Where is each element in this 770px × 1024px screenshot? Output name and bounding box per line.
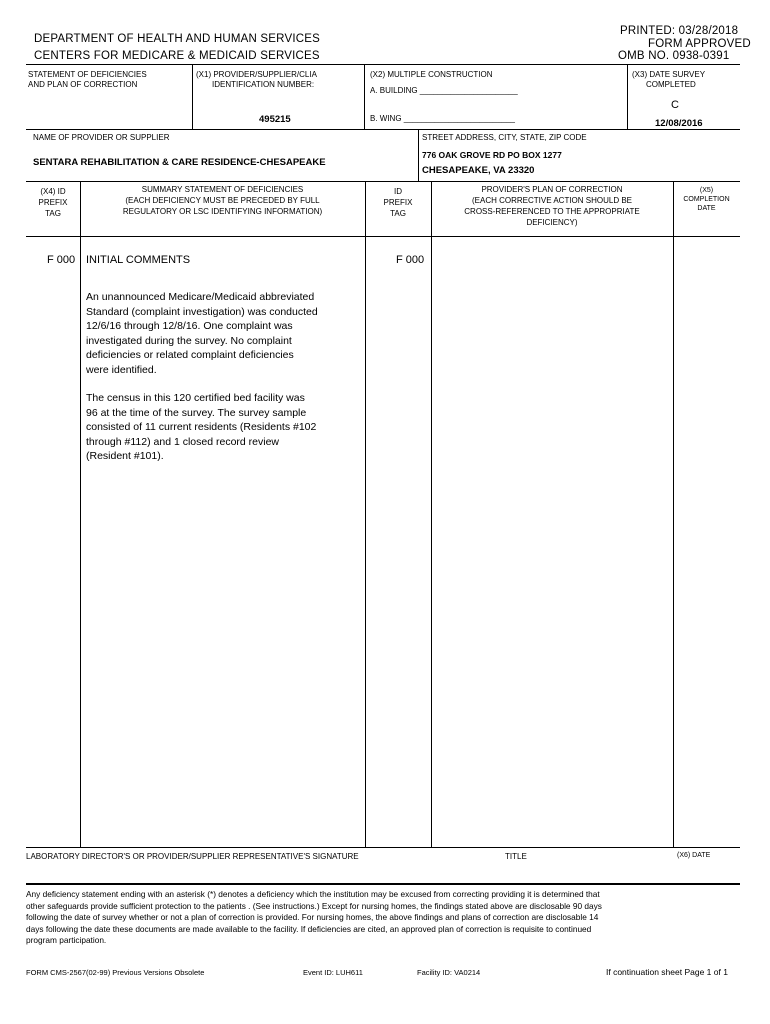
divider [364, 64, 365, 129]
entry-paragraph: The census in this 120 certified bed facility was 96 at the time of the survey. The survey sample consisted of 11 current residents (Residents #102 through #112) and 1 closed record review (Resident #101). [86, 392, 317, 463]
divider [192, 64, 193, 129]
building-line: A. BUILDING ______________________ [370, 86, 518, 95]
address-line1: 776 OAK GROVE RD PO BOX 1277 [422, 150, 562, 160]
x1-label: (X1) PROVIDER/SUPPLIER/CLIA [196, 70, 317, 79]
form-top-border [26, 64, 740, 65]
x4-header: TAG [45, 209, 61, 218]
row-divider [26, 129, 740, 130]
provider-name-label: NAME OF PROVIDER OR SUPPLIER [33, 133, 170, 142]
form-number: FORM CMS-2567(02-99) Previous Versions Obsolete [26, 968, 205, 977]
title-label: TITLE [505, 852, 527, 861]
statement-label: AND PLAN OF CORRECTION [28, 80, 138, 89]
id-header: ID [394, 187, 402, 196]
plan-header: CROSS-REFERENCED TO THE APPROPRIATE [464, 207, 640, 216]
x5-header: (X5) [699, 187, 714, 194]
entry-paragraph: An unannounced Medicare/Medicaid abbreviated Standard (complaint investigation) was conducted 12/6/16 through 12/8/16. One complaint was investigated during the survey. No complaint deficiencies or related complaint deficiencies were identified. [86, 291, 318, 376]
x3-label: COMPLETED [646, 80, 696, 89]
disclosure-notice: Any deficiency statement ending with an asterisk (*) denotes a deficiency which the institution may be excused from correcting providing it is determined that other safeguards provide sufficient protection to the patients . (See instructions.) Except for nursing homes, the findings stated above are disclosable 90 days following the date of survey whether or not a plan of correction is provided. For nursing homes, the above findings and plans of correction are disclosable 14 days following the date these documents are made available to the facility. If deficiencies are cited, an approved plan of correction is requisite to continued program participation. [26, 889, 602, 946]
x5-header: DATE [697, 205, 716, 212]
signature-divider [26, 883, 740, 885]
survey-type-code: C [671, 99, 679, 111]
form-approved: FORM APPROVED [648, 38, 751, 50]
id-header: TAG [390, 209, 406, 218]
summary-header: REGULATORY OR LSC IDENTIFYING INFORMATION) [122, 207, 323, 216]
printed-date: PRINTED: 03/28/2018 [620, 25, 739, 37]
summary-header: (EACH DEFICIENCY MUST BE PRECEDED BY FULL [125, 196, 320, 205]
statement-label: STATEMENT OF DEFICIENCIES [28, 70, 147, 79]
table-bottom-border [26, 847, 740, 848]
plan-header: PROVIDER'S PLAN OF CORRECTION [481, 185, 623, 194]
facility-id: Facility ID: VA0214 [417, 968, 481, 977]
plan-header: DEFICIENCY) [526, 218, 578, 227]
department-name: DEPARTMENT OF HEALTH AND HUMAN SERVICES [34, 33, 320, 45]
divider [80, 181, 81, 847]
divider [673, 181, 674, 847]
omb-number: OMB NO. 0938-0391 [618, 50, 730, 62]
row-divider [26, 181, 740, 182]
date-label: (X6) DATE [677, 852, 711, 859]
wing-line: B. WING _________________________ [370, 114, 516, 123]
id-header: PREFIX [383, 198, 413, 207]
agency-name: CENTERS FOR MEDICARE & MEDICAID SERVICES [34, 50, 320, 62]
x4-header: (X4) ID [40, 187, 66, 196]
event-id: Event ID: LUH611 [303, 968, 363, 977]
entry-heading: INITIAL COMMENTS [86, 254, 191, 266]
summary-header: SUMMARY STATEMENT OF DEFICIENCIES [141, 185, 304, 194]
x2-label: (X2) MULTIPLE CONSTRUCTION [370, 70, 493, 79]
divider [418, 129, 419, 181]
column-header-divider [26, 236, 740, 237]
x4-header: PREFIX [38, 198, 68, 207]
x5-header: COMPLETION [683, 196, 730, 203]
divider [627, 64, 628, 129]
provider-name: SENTARA REHABILITATION & CARE RESIDENCE-CHESAPEAKE [33, 157, 326, 168]
deficiency-tag: F 000 [47, 254, 76, 266]
continuation-page: If continuation sheet Page 1 of 1 [606, 967, 728, 977]
address-line2: CHESAPEAKE, VA 23320 [422, 165, 535, 176]
address-label: STREET ADDRESS, CITY, STATE, ZIP CODE [422, 133, 587, 142]
plan-header: (EACH CORRECTIVE ACTION SHOULD BE [471, 196, 633, 205]
signature-label: LABORATORY DIRECTOR'S OR PROVIDER/SUPPLIER REPRESENTATIVE'S SIGNATURE [26, 852, 359, 861]
correction-tag: F 000 [396, 254, 425, 266]
divider [431, 181, 432, 847]
x3-label: (X3) DATE SURVEY [632, 70, 706, 79]
divider [365, 181, 366, 847]
x1-label: IDENTIFICATION NUMBER: [212, 80, 315, 89]
provider-id-number: 495215 [259, 114, 291, 125]
survey-completed-date: 12/08/2016 [655, 118, 703, 129]
